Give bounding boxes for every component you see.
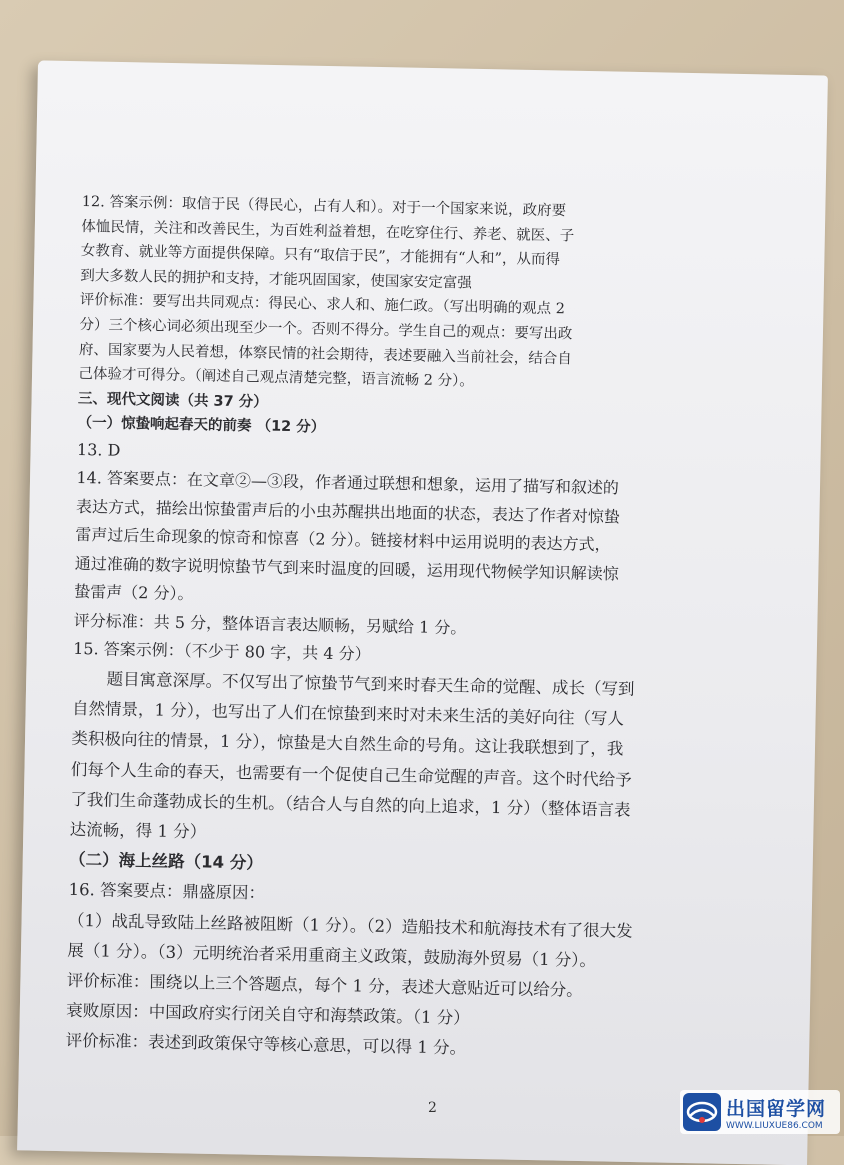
watermark-name: 出国留学网 (726, 1097, 827, 1120)
text-line: 评价标准：表述到政策保守等核心意思，可以得 1 分。 (65, 1031, 467, 1058)
text-line: 展（1 分）。（3）元明统治者采用重商主义政策，鼓励海外贸易（1 分）。 (67, 940, 597, 970)
watermark-url: WWW.LIUXUE86.COM (726, 1120, 823, 1131)
text-line: 表达方式，描绘出惊蛰雷声后的小虫苏醒拱出地面的状态，表达了作者对惊蛰 (75, 496, 621, 527)
text-line: 雷声过后生命现象的惊奇和惊喜（2 分）。链接材料中运用说明的表达方式， (75, 525, 611, 555)
text-line: 衰败原因：中国政府实行闭关自守和海禁政策。（1 分） (66, 1001, 470, 1028)
text-line: 府、国家要为人民着想，体察民情的社会期待，表述要融入当前社会，结合自 (78, 341, 572, 367)
text-line: 评价标准：要写出共同观点：得民心、求人和、施仁政。（写出明确的观点 2 (79, 292, 566, 318)
text-line: 体恤民情，关注和改善民生，为百姓利益着想，在吃穿住行、养老、就医、子 (81, 218, 575, 245)
text-line: 评分标准：共 5 分，整体语言表达顺畅，另赋给 1 分。 (73, 610, 467, 638)
text-line: 通过准确的数字说明惊蛰节气到来时温度的回暖，运用现代物候学知识解读惊 (74, 553, 619, 584)
text-line: 到大多数人民的拥护和支持，才能巩固国家，使国家安定富强 (80, 267, 472, 292)
text-line: （1）战乱导致陆上丝路被阻断（1 分）。（2）造船技术和航海技术有了很大发 (67, 910, 633, 941)
text-line: 达流畅，得 1 分） (69, 819, 207, 842)
text-line: 分）三个核心词必须出现至少一个。否则不得分。学生自己的观点：要写出政 (79, 316, 573, 343)
text-line: 评价标准：围绕以上三个答题点，每个 1 分，表述大意贴近可以给分。 (66, 970, 583, 1000)
globe-logo-icon (682, 1092, 722, 1132)
text-line: （二）海上丝路（14 分） (68, 850, 264, 873)
text-line: 12. 答案示例：取信于民（得民心，占有人和）。对于一个国家来说，政府要 (81, 193, 567, 220)
text-line: 16. 答案要点：鼎盛原因： (68, 880, 266, 904)
text-line: 三、现代文阅读（共 37 分） (77, 390, 268, 411)
text-line: 己体验才可得分。（阐述自己观点清楚完整，语言流畅 2 分）。 (78, 366, 474, 390)
text-line: 15. 答案示例：（不少于 80 字，共 4 分） (73, 639, 371, 665)
text-line: 14. 答案要点：在文章②—③段，作者通过联想和想象，运用了描写和叙述的 (76, 468, 620, 498)
page-number: 2 (428, 1100, 437, 1116)
text-line: 们每个人生命的春天，也需要有一个促使自己生命觉醒的声音。这个时代给予 (70, 759, 632, 790)
text-line: 类积极向往的情景，1 分），惊蛰是大自然生命的号角。这让我联想到了，我 (71, 729, 624, 759)
text-line: （一）惊蛰响起春天的前奏 （12 分） (77, 415, 326, 437)
text-line: 女教育、就业等方面提供保障。只有“取信于民”，才能拥有“人和”，从而得 (80, 243, 561, 269)
text-line: 自然情景，1 分），也写出了人们在惊蛰到来时对未来生活的美好向往（写人 (71, 699, 625, 729)
text-line: 了我们生命蓬勃成长的生机。（结合人与自然的向上追求，1 分）（整体语言表 (70, 789, 631, 820)
watermark (680, 1090, 840, 1134)
text-line: 题目寓意深厚。不仅写出了惊蛰节气到来时春天生命的觉醒、成长（写到 (106, 669, 635, 699)
answer-text-body (65, 190, 722, 1069)
text-line: 蛰雷声（2 分）。 (74, 582, 194, 604)
text-line: 13. D (76, 439, 121, 460)
